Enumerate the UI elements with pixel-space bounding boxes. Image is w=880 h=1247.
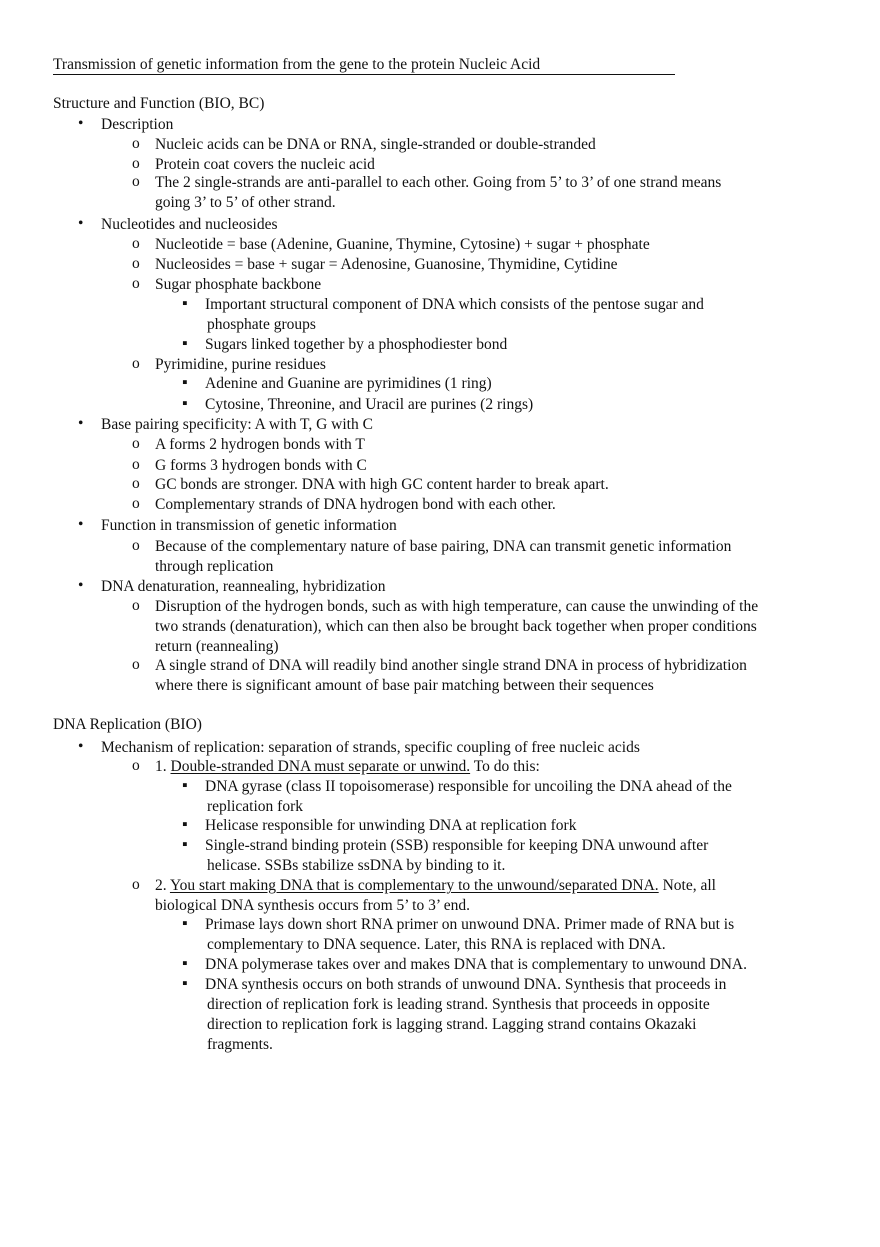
list-item-mechanism: Mechanism of replication: separation of strands, specific coupling of free nucleic acids: [101, 739, 640, 756]
sub-marker: o: [132, 435, 140, 452]
sub-marker: o: [132, 173, 140, 190]
list-item: A forms 2 hydrogen bonds with T: [155, 436, 365, 453]
square-marker: ▪: [182, 395, 188, 412]
list-item: Sugars linked together by a phosphodiester bond: [205, 336, 508, 353]
list-item-step-1: 1. Double-stranded DNA must separate or unwind. To do this:: [155, 758, 540, 775]
sub-marker: o: [132, 135, 140, 152]
square-marker: ▪: [182, 915, 188, 932]
list-item: DNA polymerase takes over and makes DNA that is complementary to unwound DNA.: [205, 956, 747, 973]
list-item-denaturation: DNA denaturation, reannealing, hybridization: [101, 578, 386, 595]
square-marker: ▪: [182, 295, 188, 312]
list-item: Nucleosides = base + sugar = Adenosine, Guanosine, Thymidine, Cytidine: [155, 256, 618, 273]
square-marker: ▪: [182, 955, 188, 972]
sub-marker: o: [132, 475, 140, 492]
list-item-description: Description: [101, 116, 174, 133]
list-item-step-2: 2. You start making DNA that is complementary to the unwound/separated DNA. Note, all biological DNA synthesis occurs from 5’ to 3’ end.: [155, 877, 716, 914]
list-item: Helicase responsible for unwinding DNA at replication fork: [205, 817, 577, 834]
bullet-marker: •: [78, 415, 84, 432]
sub-marker: o: [132, 275, 140, 292]
list-item-function: Function in transmission of genetic information: [101, 517, 397, 534]
list-item: Pyrimidine, purine residues: [155, 356, 326, 373]
square-marker: ▪: [182, 777, 188, 794]
sub-marker: o: [132, 355, 140, 372]
list-item: DNA synthesis occurs on both strands of unwound DNA. Synthesis that proceeds in direction of replication fork is leading strand. Synthesis that proceeds in opposite direction to replication fork is lagging strand. Lagging strand contains Okazaki fragments.: [205, 976, 727, 1053]
list-item: Cytosine, Threonine, and Uracil are purines (2 rings): [205, 396, 534, 413]
list-item: Protein coat covers the nucleic acid: [155, 156, 375, 173]
list-item: Complementary strands of DNA hydrogen bond with each other.: [155, 496, 556, 513]
list-item: Disruption of the hydrogen bonds, such as with high temperature, can cause the unwinding of the two strands (denaturation), which can then also be brought back together when proper conditions return (reannealing): [155, 598, 759, 655]
list-item: DNA gyrase (class II topoisomerase) responsible for uncoiling the DNA ahead of the replication fork: [205, 778, 732, 815]
list-item: Important structural component of DNA which consists of the pentose sugar and phosphate groups: [205, 296, 704, 333]
square-marker: ▪: [182, 374, 188, 391]
list-item: GC bonds are stronger. DNA with high GC content harder to break apart.: [155, 476, 609, 493]
sub-marker: o: [132, 656, 140, 673]
sub-marker: o: [132, 537, 140, 554]
section-heading-structure: Structure and Function (BIO, BC): [53, 95, 265, 112]
sub-marker: o: [132, 495, 140, 512]
list-item: Single-strand binding protein (SSB) responsible for keeping DNA unwound after helicase. SSBs stabilize ssDNA by binding to it.: [205, 837, 709, 874]
square-marker: ▪: [182, 335, 188, 352]
sub-marker: o: [132, 456, 140, 473]
sub-marker: o: [132, 757, 140, 774]
list-item: Nucleotide = base (Adenine, Guanine, Thymine, Cytosine) + sugar + phosphate: [155, 236, 650, 253]
sub-marker: o: [132, 597, 140, 614]
square-marker: ▪: [182, 836, 188, 853]
sub-marker: o: [132, 876, 140, 893]
section-heading-replication: DNA Replication (BIO): [53, 716, 202, 733]
list-item: The 2 single-strands are anti-parallel to each other. Going from 5’ to 3’ of one strand means going 3’ to 5’ of other strand.: [155, 174, 722, 211]
list-item: Primase lays down short RNA primer on unwound DNA. Primer made of RNA but is complementary to DNA sequence. Later, this RNA is replaced with DNA.: [205, 916, 735, 953]
sub-marker: o: [132, 235, 140, 252]
list-item: Adenine and Guanine are pyrimidines (1 ring): [205, 375, 492, 392]
list-item: A single strand of DNA will readily bind another single strand DNA in process of hybridization where there is significant amount of base pair matching between their sequences: [155, 657, 747, 694]
bullet-marker: •: [78, 215, 84, 232]
document-title: Transmission of genetic information from the gene to the protein Nucleic Acid: [53, 56, 675, 75]
bullet-marker: •: [78, 516, 84, 533]
sub-marker: o: [132, 255, 140, 272]
list-item-base-pairing: Base pairing specificity: A with T, G with C: [101, 416, 373, 433]
sub-marker: o: [132, 155, 140, 172]
square-marker: ▪: [182, 816, 188, 833]
list-item-nucleotides: Nucleotides and nucleosides: [101, 216, 278, 233]
list-item: Sugar phosphate backbone: [155, 276, 322, 293]
bullet-marker: •: [78, 577, 84, 594]
bullet-marker: •: [78, 738, 84, 755]
bullet-marker: •: [78, 115, 84, 132]
square-marker: ▪: [182, 975, 188, 992]
list-item: Because of the complementary nature of base pairing, DNA can transmit genetic information through replication: [155, 538, 732, 575]
list-item: G forms 3 hydrogen bonds with C: [155, 457, 367, 474]
list-item: Nucleic acids can be DNA or RNA, single-stranded or double-stranded: [155, 136, 596, 153]
